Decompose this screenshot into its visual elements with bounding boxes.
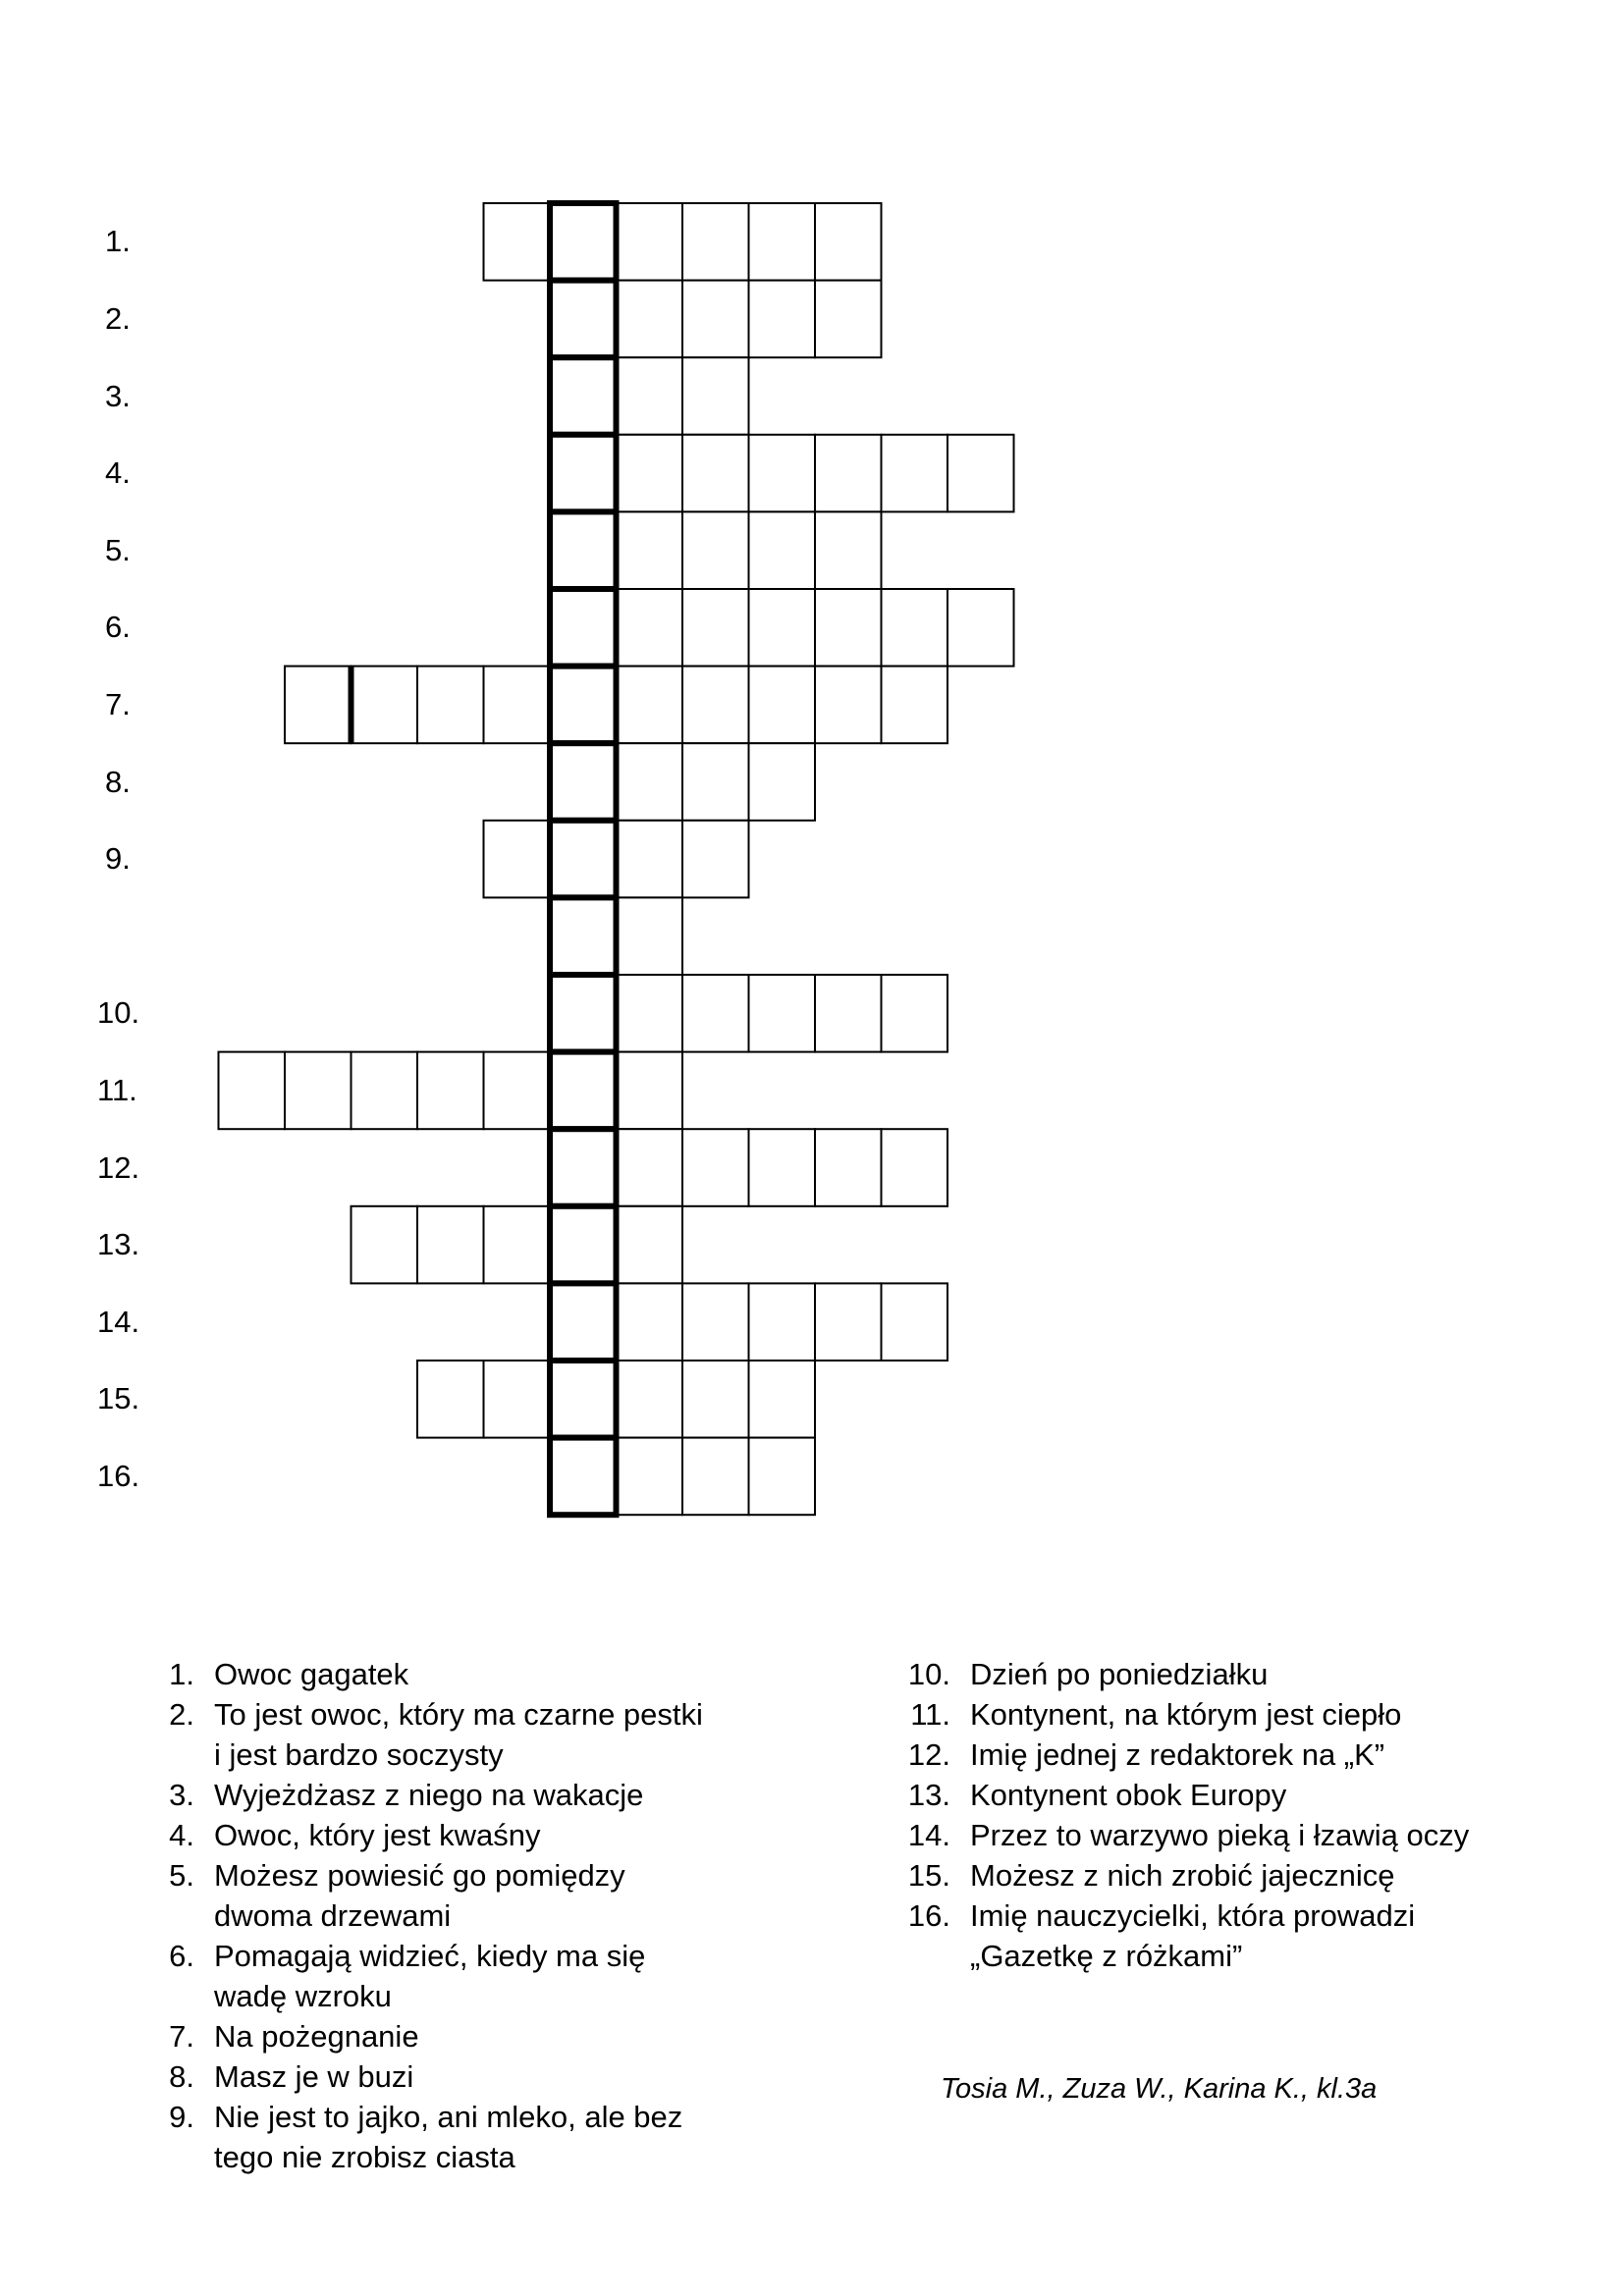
crossword-cell[interactable] (749, 1361, 816, 1438)
clue-text (194, 1936, 645, 2016)
crossword-key-cell[interactable] (550, 1361, 617, 1438)
crossword-key-cell[interactable] (550, 821, 617, 898)
crossword-cell[interactable] (617, 1206, 683, 1284)
clue-number: 8. (169, 2059, 194, 2094)
clue-text (194, 2056, 413, 2097)
crossword-cell[interactable] (617, 281, 683, 358)
crossword-cell[interactable] (617, 357, 683, 435)
crossword-cell[interactable] (882, 667, 948, 744)
crossword-key-cell[interactable] (550, 435, 617, 512)
clue-number: 15. (907, 1858, 950, 1893)
clue-number: 4. (169, 1818, 194, 1852)
clue-item (143, 1815, 772, 1855)
row-number: 10. (97, 995, 140, 1031)
crossword-cell[interactable] (682, 1438, 749, 1516)
clues-list-left (143, 1654, 772, 2177)
crossword-cell[interactable] (815, 281, 882, 358)
row-number: 16. (97, 1458, 140, 1493)
crossword-key-cell[interactable] (550, 589, 617, 667)
clue-number: 5. (169, 1858, 194, 1893)
clue-line: Możesz powiesić go pomiędzy (214, 1858, 625, 1893)
clue-text (194, 1654, 408, 1694)
crossword-cell[interactable] (749, 1438, 816, 1516)
crossword-cell[interactable] (617, 589, 683, 667)
clue-number: 14. (907, 1818, 950, 1852)
crossword-cell[interactable] (484, 1052, 551, 1130)
clue-number: 12. (907, 1737, 950, 1772)
crossword-key-cell[interactable] (550, 511, 617, 589)
clue-text (950, 1735, 1384, 1775)
crossword-cell[interactable] (947, 589, 1014, 667)
crossword-cell[interactable] (484, 1206, 551, 1284)
crossword-cell[interactable] (815, 1283, 882, 1361)
clue-item (143, 1694, 772, 1775)
clue-line: Na pożegnanie (214, 2019, 419, 2054)
row-number: 12. (97, 1149, 140, 1185)
crossword-cell[interactable] (417, 667, 484, 744)
crossword-cell[interactable] (815, 435, 882, 512)
crossword-cell[interactable] (749, 667, 816, 744)
crossword-cell[interactable] (682, 589, 749, 667)
clue-item (143, 1936, 772, 2016)
crossword-key-cell[interactable] (550, 1283, 617, 1361)
clue-line: wadę wzroku (214, 1979, 392, 2013)
crossword-cell[interactable] (617, 435, 683, 512)
clue-line: To jest owoc, który ma czarne pestki (214, 1697, 703, 1732)
crossword-key-cell[interactable] (550, 357, 617, 435)
crossword-cell[interactable] (749, 203, 816, 281)
crossword-cell[interactable] (617, 667, 683, 744)
clue-number: 3. (169, 1778, 194, 1812)
crossword-cell[interactable] (815, 589, 882, 667)
clue-line: Masz je w buzi (214, 2059, 414, 2094)
clue-text (194, 1775, 643, 1815)
row-number: 1. (105, 224, 131, 259)
crossword-cell[interactable] (749, 435, 816, 512)
crossword-cell[interactable] (749, 589, 816, 667)
crossword-key-cell[interactable] (550, 897, 617, 975)
clue-line: Przez to warzywo pieką i łzawią oczy (970, 1818, 1470, 1852)
clue-line: Nie jest to jajko, ani mleko, ale bez (214, 2100, 683, 2134)
crossword-cell[interactable] (352, 1052, 418, 1130)
crossword-cell[interactable] (882, 1129, 948, 1206)
clue-item (897, 1855, 1604, 1896)
crossword-cell[interactable] (617, 821, 683, 898)
clue-number: 9. (169, 2100, 194, 2134)
crossword-key-cell[interactable] (550, 281, 617, 358)
authors-credit: Tosia M., Zuza W., Karina K., kl.3a (941, 2073, 1378, 2105)
clue-line: Kontynent, na którym jest ciepło (970, 1697, 1402, 1732)
crossword-cell[interactable] (947, 435, 1014, 512)
crossword-key-cell[interactable] (550, 743, 617, 821)
crossword-cell[interactable] (682, 435, 749, 512)
crossword-key-cell[interactable] (550, 975, 617, 1052)
clue-number: 13. (907, 1778, 950, 1812)
crossword-cell[interactable] (484, 667, 551, 744)
clue-item (143, 1775, 772, 1815)
row-number: 6. (105, 610, 131, 645)
crossword-cell[interactable] (882, 435, 948, 512)
clue-line: Owoc, który jest kwaśny (214, 1818, 541, 1852)
crossword-cell[interactable] (749, 743, 816, 821)
clue-item (143, 1855, 772, 1936)
crossword-cell[interactable] (617, 1052, 683, 1130)
clue-line: Owoc gagatek (214, 1657, 409, 1691)
clue-number: 10. (907, 1657, 950, 1691)
crossword-cell[interactable] (682, 975, 749, 1052)
row-number: 8. (105, 764, 131, 799)
row-number: 11. (97, 1072, 137, 1107)
clue-item (897, 1735, 1604, 1775)
crossword-cell[interactable] (682, 1129, 749, 1206)
clue-item (897, 1775, 1604, 1815)
crossword-cell[interactable] (682, 357, 749, 435)
clue-number: 16. (907, 1898, 950, 1933)
clue-item (143, 2097, 772, 2177)
crossword-key-cell[interactable] (550, 667, 617, 744)
row-number: 15. (97, 1381, 140, 1416)
crossword-key-cell[interactable] (550, 1438, 617, 1516)
crossword-cell[interactable] (617, 743, 683, 821)
crossword-cell[interactable] (484, 1361, 551, 1438)
crossword-cell[interactable] (617, 975, 683, 1052)
crossword-cell[interactable] (484, 203, 551, 281)
clue-line: Kontynent obok Europy (970, 1778, 1287, 1812)
crossword-cell[interactable] (682, 1361, 749, 1438)
crossword-cell[interactable] (682, 667, 749, 744)
crossword-cell[interactable] (417, 1052, 484, 1130)
crossword-cell[interactable] (882, 975, 948, 1052)
crossword-key-cell[interactable] (550, 1129, 617, 1206)
clue-line: Możesz z nich zrobić jajecznicę (970, 1858, 1395, 1893)
crossword-cell[interactable] (815, 1129, 882, 1206)
clue-item (143, 2016, 772, 2056)
clue-text (194, 1815, 540, 1855)
clue-item (897, 1896, 1604, 1976)
crossword-cell[interactable] (352, 667, 418, 744)
clue-line: „Gazetkę z różkami” (970, 1939, 1243, 1973)
crossword-key-cell[interactable] (550, 1052, 617, 1130)
crossword-cell[interactable] (749, 511, 816, 589)
crossword-cell[interactable] (682, 511, 749, 589)
clue-item (897, 1654, 1604, 1694)
clue-number: 7. (169, 2019, 194, 2054)
clue-text (950, 1654, 1268, 1694)
clue-line: Imię jednej z redaktorek na „K” (970, 1737, 1385, 1772)
clue-number: 6. (169, 1939, 194, 1973)
clue-text (950, 1775, 1286, 1815)
crossword-cell[interactable] (749, 1129, 816, 1206)
crossword-cell[interactable] (617, 1129, 683, 1206)
clue-item (897, 1815, 1604, 1855)
row-number: 14. (97, 1304, 140, 1339)
crossword-cell[interactable] (352, 1206, 418, 1284)
crossword-cell[interactable] (617, 1438, 683, 1516)
row-number: 2. (105, 300, 131, 336)
crossword-cell[interactable] (285, 667, 352, 744)
crossword-cell[interactable] (682, 203, 749, 281)
clue-line: Dzień po poniedziałku (970, 1657, 1269, 1691)
clue-line: Pomagają widzieć, kiedy ma się (214, 1939, 646, 1973)
clue-number: 11. (910, 1697, 950, 1732)
crossword-cell[interactable] (815, 975, 882, 1052)
crossword-cell[interactable] (219, 1052, 286, 1130)
crossword-cell[interactable] (682, 743, 749, 821)
crossword-cell[interactable] (417, 1206, 484, 1284)
crossword-cell[interactable] (617, 897, 683, 975)
clue-text (950, 1815, 1469, 1855)
crossword-cell[interactable] (682, 281, 749, 358)
crossword-cell[interactable] (285, 1052, 352, 1130)
clue-line: Wyjeżdżasz z niego na wakacje (214, 1778, 644, 1812)
crossword-cell[interactable] (417, 1361, 484, 1438)
crossword-cell[interactable] (749, 975, 816, 1052)
clue-item (897, 1694, 1604, 1735)
crossword-cell[interactable] (815, 511, 882, 589)
crossword-key-cell[interactable] (550, 203, 617, 281)
row-number: 9. (105, 841, 131, 877)
clue-line: tego nie zrobisz ciasta (214, 2140, 515, 2174)
crossword-cell[interactable] (617, 203, 683, 281)
clue-text (194, 2016, 419, 2056)
row-number: 5. (105, 532, 131, 567)
crossword-cell[interactable] (682, 1283, 749, 1361)
crossword-cell[interactable] (882, 1283, 948, 1361)
clue-text (950, 1855, 1394, 1896)
crossword-key-cell[interactable] (550, 1206, 617, 1284)
row-number: 7. (105, 686, 131, 721)
row-number: 4. (105, 455, 131, 491)
crossword-cell[interactable] (682, 821, 749, 898)
clue-line: Imię nauczycielki, która prowadzi (970, 1898, 1416, 1933)
clue-text (194, 1694, 703, 1775)
crossword-cell[interactable] (617, 1283, 683, 1361)
clue-item (143, 2056, 772, 2097)
clue-line: dwoma drzewami (214, 1898, 452, 1933)
crossword-cell[interactable] (815, 203, 882, 281)
row-number: 13. (97, 1227, 140, 1262)
crossword-cell[interactable] (484, 821, 551, 898)
crossword-cell[interactable] (749, 1283, 816, 1361)
crossword-cell[interactable] (815, 667, 882, 744)
row-number: 3. (105, 378, 131, 413)
clue-item (143, 1654, 772, 1694)
clues-list-right (897, 1654, 1604, 1976)
clue-number: 2. (169, 1697, 194, 1732)
clue-text (950, 1694, 1401, 1735)
clue-text (194, 1855, 625, 1936)
clue-number: 1. (169, 1657, 194, 1691)
crossword-cell[interactable] (617, 511, 683, 589)
crossword-cell[interactable] (749, 281, 816, 358)
clue-text (194, 2097, 682, 2177)
clue-text (950, 1896, 1415, 1976)
clue-line: i jest bardzo soczysty (214, 1737, 504, 1772)
crossword-cell[interactable] (882, 589, 948, 667)
crossword-cell[interactable] (617, 1361, 683, 1438)
